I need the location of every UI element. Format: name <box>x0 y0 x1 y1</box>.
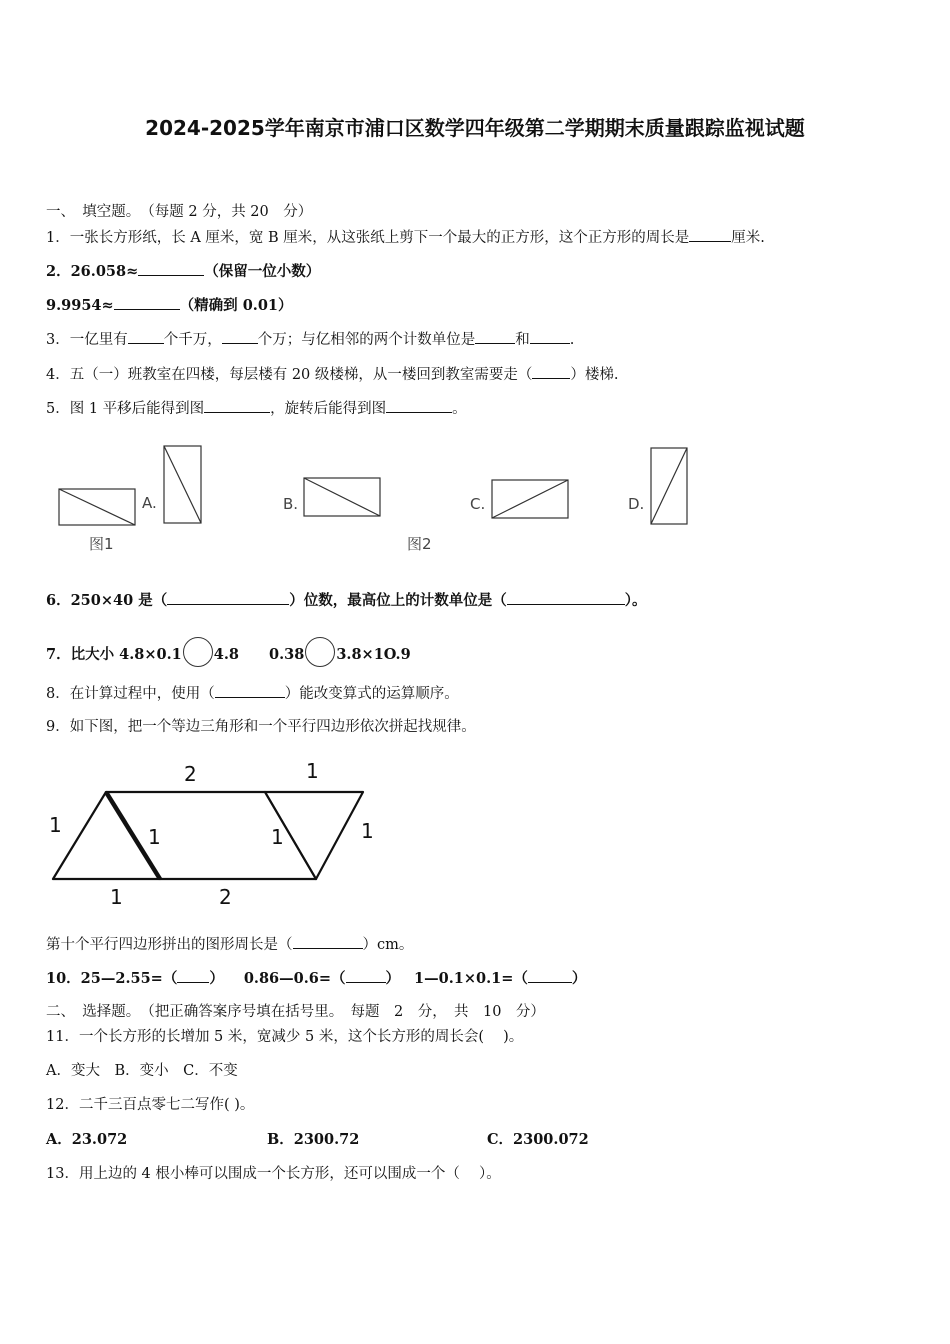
q6-text-c: ）。 <box>624 592 647 609</box>
section1-heading: 一、 填空题。 （每题 2 分，共 20 分） <box>46 204 313 220</box>
parallelogram <box>106 792 316 879</box>
q2-line2-text: 9.9954≈ <box>46 297 114 314</box>
q6-text-a: 6．250×40 是（ <box>46 592 168 609</box>
q2-blank-2[interactable] <box>114 296 180 310</box>
q8-text-b: ）能改变算式的运算顺序。 <box>284 686 459 702</box>
q5-text-a: 5．图 1 平移后能得到图 <box>46 401 205 417</box>
q10-blank-a[interactable] <box>177 969 209 983</box>
triangle-1 <box>53 792 160 879</box>
q10-a: 10．25—2.55=（ <box>46 970 178 987</box>
q8-blank[interactable] <box>215 684 285 698</box>
label-c: C. <box>470 495 486 513</box>
q3-blank-3[interactable] <box>475 330 515 344</box>
question-5 <box>46 399 467 418</box>
question-1 <box>46 228 765 247</box>
label-fig1: 图1 <box>89 535 114 553</box>
label-left-1: 1 <box>49 813 62 837</box>
q5-text-c: 。 <box>452 401 467 417</box>
label-bottom-2: 2 <box>219 885 232 909</box>
label-mid-1b: 1 <box>271 825 284 849</box>
q9-follow-end: ）cm。 <box>362 937 414 953</box>
figure-1-rect <box>59 489 135 525</box>
q5-blank-1[interactable] <box>204 399 270 413</box>
q6-blank-2[interactable] <box>507 591 625 605</box>
q5-text-b: ，旋转后能得到图 <box>270 401 387 417</box>
q7-compare-circle-2[interactable] <box>305 637 335 667</box>
q2-note: （保留一位小数） <box>204 263 321 280</box>
label-a: A. <box>142 494 157 512</box>
q10-c-end: ） <box>571 970 587 987</box>
label-top-2: 2 <box>184 762 197 786</box>
label-fig2: 图2 <box>407 535 432 553</box>
question-3 <box>46 330 574 349</box>
option-a-rect <box>164 446 201 523</box>
question-12: 12．二千三百点零七二写作( )。 <box>46 1097 255 1113</box>
question-8 <box>46 684 459 703</box>
question-11: 11．一个长方形的长增加 5 米，宽减少 5 米，这个长方形的周长会( )。 <box>46 1029 524 1045</box>
q10-b-end: ） <box>385 970 401 987</box>
q10-a-end: ） <box>209 970 224 987</box>
question-13: 13．用上边的 4 根小棒可以围成一个长方形，还可以围成一个（ ）。 <box>46 1166 501 1182</box>
option-d-rect <box>651 448 687 524</box>
q2-line2-note: （精确到 0.01） <box>179 297 293 314</box>
q3-text-c: 个万；与亿相邻的两个计数单位是 <box>257 332 476 348</box>
q7-text-a: 7．比大小 4.8×0.1 <box>46 646 182 663</box>
question-2-line2 <box>46 296 293 315</box>
q3-text-b: 个千万， <box>163 332 222 348</box>
page-title: 2024-2025学年南京市浦口区数学四年级第二学期期末质量跟踪监视试题 <box>145 116 805 140</box>
q8-text-a: 8．在计算过程中，使用（ <box>46 686 215 702</box>
q7-text-b: 4.8 <box>213 646 239 663</box>
q3-blank-2[interactable] <box>222 330 258 344</box>
question-10 <box>46 969 586 988</box>
label-mid-1a: 1 <box>148 825 161 849</box>
q9-follow-text: 第十个平行四边形拼出的图形周长是（ <box>46 937 293 953</box>
q3-text-e: . <box>569 332 575 348</box>
label-bottom-1: 1 <box>110 885 123 909</box>
q6-blank-1[interactable] <box>167 591 289 605</box>
q3-text-d: 和 <box>515 332 530 348</box>
q12-option-b: B．2300.72 <box>267 1131 360 1148</box>
q3-blank-1[interactable] <box>128 330 164 344</box>
q11-options: A．变大 B．变小 C．不变 <box>46 1063 238 1079</box>
option-c-rect <box>492 480 568 518</box>
q10-b: 0.86—0.6=（ <box>243 970 346 987</box>
label-right-1: 1 <box>361 819 374 843</box>
q2-blank-1[interactable] <box>138 262 204 276</box>
question-2 <box>46 262 320 281</box>
q7-text-d: 3.8×1O.9 <box>336 646 411 663</box>
question-7 <box>46 637 411 667</box>
question-6 <box>46 591 646 610</box>
section2-heading: 二、 选择题。 （把正确答案序号填在括号里。 每题 2 分， 共 10 分） <box>46 1004 545 1020</box>
q10-blank-c[interactable] <box>528 969 572 983</box>
q5-blank-2[interactable] <box>386 399 452 413</box>
q9-blank[interactable] <box>293 935 363 949</box>
q3-blank-4[interactable] <box>530 330 570 344</box>
q1-text-end: 厘米. <box>731 230 765 246</box>
q7-compare-circle-1[interactable] <box>183 637 213 667</box>
q6-text-b: ）位数，最高位上的计数单位是（ <box>289 592 507 609</box>
q7-text-c: 0.38 <box>268 646 305 663</box>
label-b: B. <box>283 495 299 513</box>
q3-text-a: 3．一亿里有 <box>46 332 128 348</box>
q10-c: 1—0.1×0.1=（ <box>414 970 528 987</box>
option-b-rect <box>304 478 380 516</box>
q1-text: 1．一张长方形纸，长 A 厘米，宽 B 厘米，从这张纸上剪下一个最大的正方形，这个正方形的周长是 <box>46 230 690 246</box>
label-top-1: 1 <box>306 759 319 783</box>
q2-text: 2．26.058≈ <box>46 263 139 280</box>
q4-text: 4．五（一）班教室在四楼，每层楼有 20 级楼梯，从一楼回到教室需要走（ <box>46 367 533 383</box>
question-4 <box>46 365 619 384</box>
q10-blank-b[interactable] <box>346 969 386 983</box>
question-9-follow <box>46 935 413 954</box>
q1-blank[interactable] <box>689 228 731 242</box>
q5-figure <box>40 438 720 558</box>
q12-option-c: C．2300.072 <box>487 1131 589 1148</box>
q4-blank[interactable] <box>532 365 570 379</box>
q9-figure <box>44 756 384 914</box>
q4-text-end: ）楼梯. <box>570 367 619 383</box>
label-d: D. <box>628 495 645 513</box>
q12-option-a: A．23.072 <box>46 1131 128 1148</box>
question-9: 9．如下图，把一个等边三角形和一个平行四边形依次拼起找规律。 <box>46 719 476 735</box>
